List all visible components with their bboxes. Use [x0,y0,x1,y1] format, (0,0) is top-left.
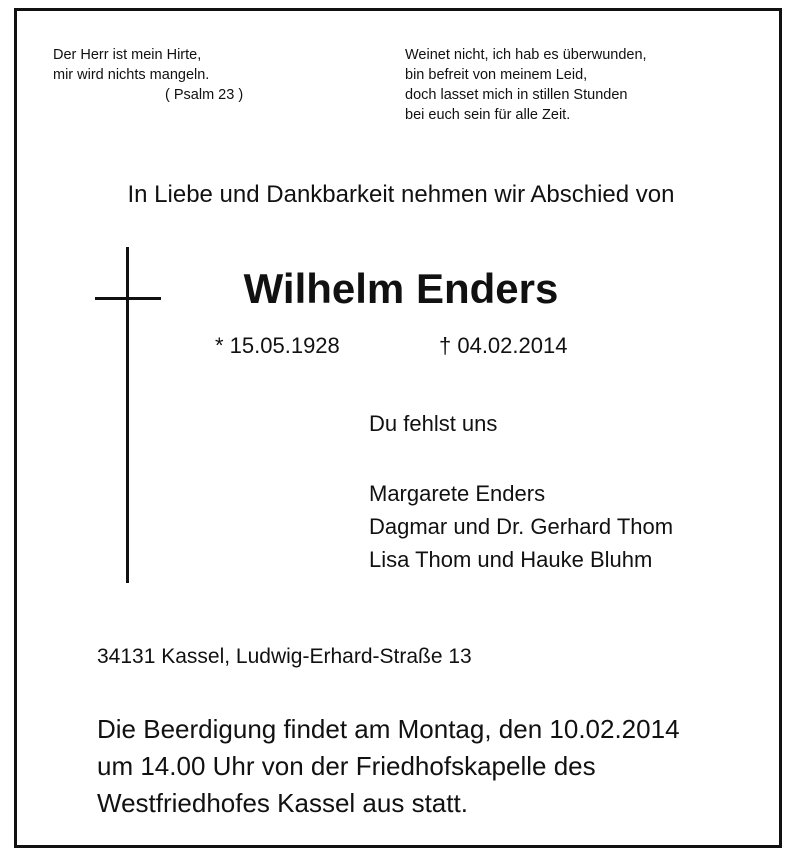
poem-line: bin befreit von meinem Leid, [405,67,588,83]
mourner-name: Lisa Thom und Hauke Bluhm [369,547,653,572]
farewell-heading: In Liebe und Dankbarkeit nehmen wir Abschied von [127,181,675,208]
obituary-frame [14,8,782,848]
psalm-line: mir wird nichts mangeln. [53,67,210,83]
mourner-name: Dagmar und Dr. Gerhard Thom [369,514,674,539]
funeral-notice [97,711,680,822]
address: 34131 Kassel, Ludwig-Erhard-Straße 13 [97,645,472,668]
deceased-name: Wilhelm Enders [243,265,559,312]
birth-date: * 15.05.1928 [215,333,340,358]
psalm-reference: ( Psalm 23 ) [165,87,244,103]
funeral-line: Die Beerdigung findet am Montag, den 10.02.2014 [97,714,680,744]
funeral-line: um 14.00 Uhr von der Friedhofskapelle des [97,751,596,781]
funeral-line: Westfriedhofes Kassel aus statt. [97,788,468,818]
poem-line: bei euch sein für alle Zeit. [405,107,571,123]
psalm-quote [53,45,243,105]
miss-text: Du fehlst uns [369,411,498,436]
poem-line: doch lasset mich in stillen Stunden [405,87,628,103]
mourner-name: Margarete Enders [369,481,546,506]
poem-quote [405,45,647,125]
psalm-line: Der Herr ist mein Hirte, [53,47,202,63]
mourners-list [369,477,673,576]
poem-line: Weinet nicht, ich hab es überwunden, [405,47,647,63]
death-date: † 04.02.2014 [439,333,568,358]
